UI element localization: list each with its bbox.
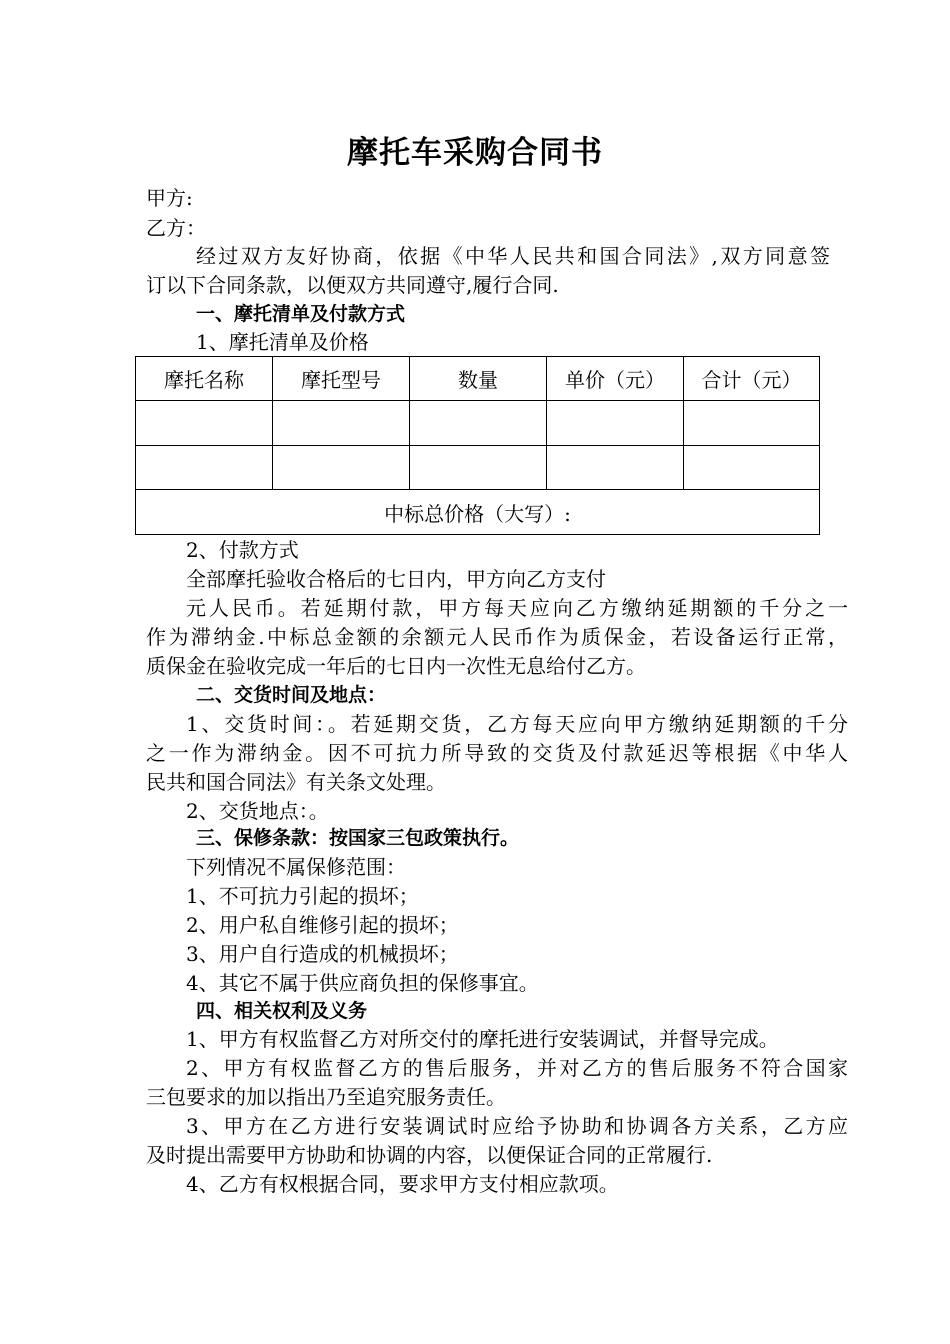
table-cell (547, 446, 684, 490)
header-unit-price: 单价（元） (547, 357, 684, 401)
rights-clause-3-line-1: 3、甲方在乙方进行安装调试时应给予协助和协调各方关系，乙方应 (186, 1114, 848, 1138)
warranty-exclusions-intro: 下列情况不属保修范围： (186, 855, 406, 879)
rights-clause-1: 1、甲方有权监督乙方对所交付的摩托进行安装调试，并督导完成。 (186, 1027, 779, 1051)
table-row (136, 401, 820, 446)
rights-clause-3-line-2: 及时提出需要甲方协助和协调的内容，以便保证合同的正常履行. (146, 1143, 713, 1167)
section-3-heading: 三、保修条款：按国家三包政策执行。 (196, 827, 520, 849)
header-subtotal: 合计（元） (684, 357, 820, 401)
goods-table (135, 356, 820, 535)
section-1-sub-2: 2、付款方式 (186, 538, 299, 562)
table-cell (684, 401, 820, 446)
intro-line-2: 订以下合同条款，以便双方共同遵守,履行合同. (146, 273, 559, 297)
header-model: 摩托型号 (273, 357, 410, 401)
payment-line-4: 质保金在验收完成一年后的七日内一次性无息给付乙方。 (146, 654, 646, 678)
table-cell (684, 446, 820, 490)
list-item: 3、用户自行造成的机械损坏； (186, 942, 459, 966)
table-total-row (136, 490, 820, 535)
table-cell (136, 401, 273, 446)
list-item: 2、用户私自维修引起的损坏； (186, 913, 459, 937)
rights-clause-2-line-2: 三包要求的加以指出乃至追究服务责任。 (146, 1085, 506, 1109)
delivery-time-line-1: 1、交货时间：。若延期交货，乙方每天应向甲方缴纳延期额的千分 (186, 712, 848, 736)
page-title: 摩托车采购合同书 (347, 135, 603, 171)
delivery-time-line-3: 民共和国合同法》有关条文处理。 (146, 770, 446, 794)
delivery-place: 2、交货地点：。 (186, 799, 329, 823)
table-cell (136, 446, 273, 490)
delivery-time-line-2: 之一作为滞纳金。因不可抗力所导致的交货及付款延迟等根据《中华人 (146, 741, 848, 765)
payment-line-2: 元人民币。若延期付款，甲方每天应向乙方缴纳延期额的千分之一 (186, 596, 848, 620)
section-4-heading: 四、相关权利及义务 (196, 1000, 368, 1022)
rights-clause-2-line-1: 2、甲方有权监督乙方的售后服务，并对乙方的售后服务不符合国家 (186, 1056, 848, 1080)
header-quantity: 数量 (410, 357, 547, 401)
header-name: 摩托名称 (136, 357, 273, 401)
total-price-label: 中标总价格（大写）: (136, 490, 820, 535)
section-1-heading: 一、摩托清单及付款方式 (196, 303, 406, 325)
table-cell (273, 446, 410, 490)
list-item: 4、其它不属于供应商负担的保修事宜。 (186, 971, 539, 995)
party-a-label: 甲方: (146, 186, 193, 210)
list-item: 1、不可抗力引起的损坏； (186, 884, 419, 908)
intro-line-1: 经过双方友好协商，依据《中华人民共和国合同法》,双方同意签 (196, 244, 830, 268)
table-cell (410, 446, 547, 490)
payment-line-1: 全部摩托验收合格后的七日内，甲方向乙方支付 (186, 567, 606, 591)
rights-clause-4: 4、乙方有权根据合同，要求甲方支付相应款项。 (186, 1172, 619, 1196)
table-row (136, 446, 820, 490)
section-2-heading: 二、交货时间及地点： (196, 684, 387, 706)
table-cell (547, 401, 684, 446)
party-b-label: 乙方： (146, 216, 206, 240)
section-1-sub-1: 1、摩托清单及价格 (196, 330, 369, 354)
table-cell (410, 401, 547, 446)
table-header-row (136, 357, 820, 401)
payment-line-3: 作为滞纳金.中标总金额的余额元人民币作为质保金，若设备运行正常， (146, 625, 848, 649)
table-cell (273, 401, 410, 446)
